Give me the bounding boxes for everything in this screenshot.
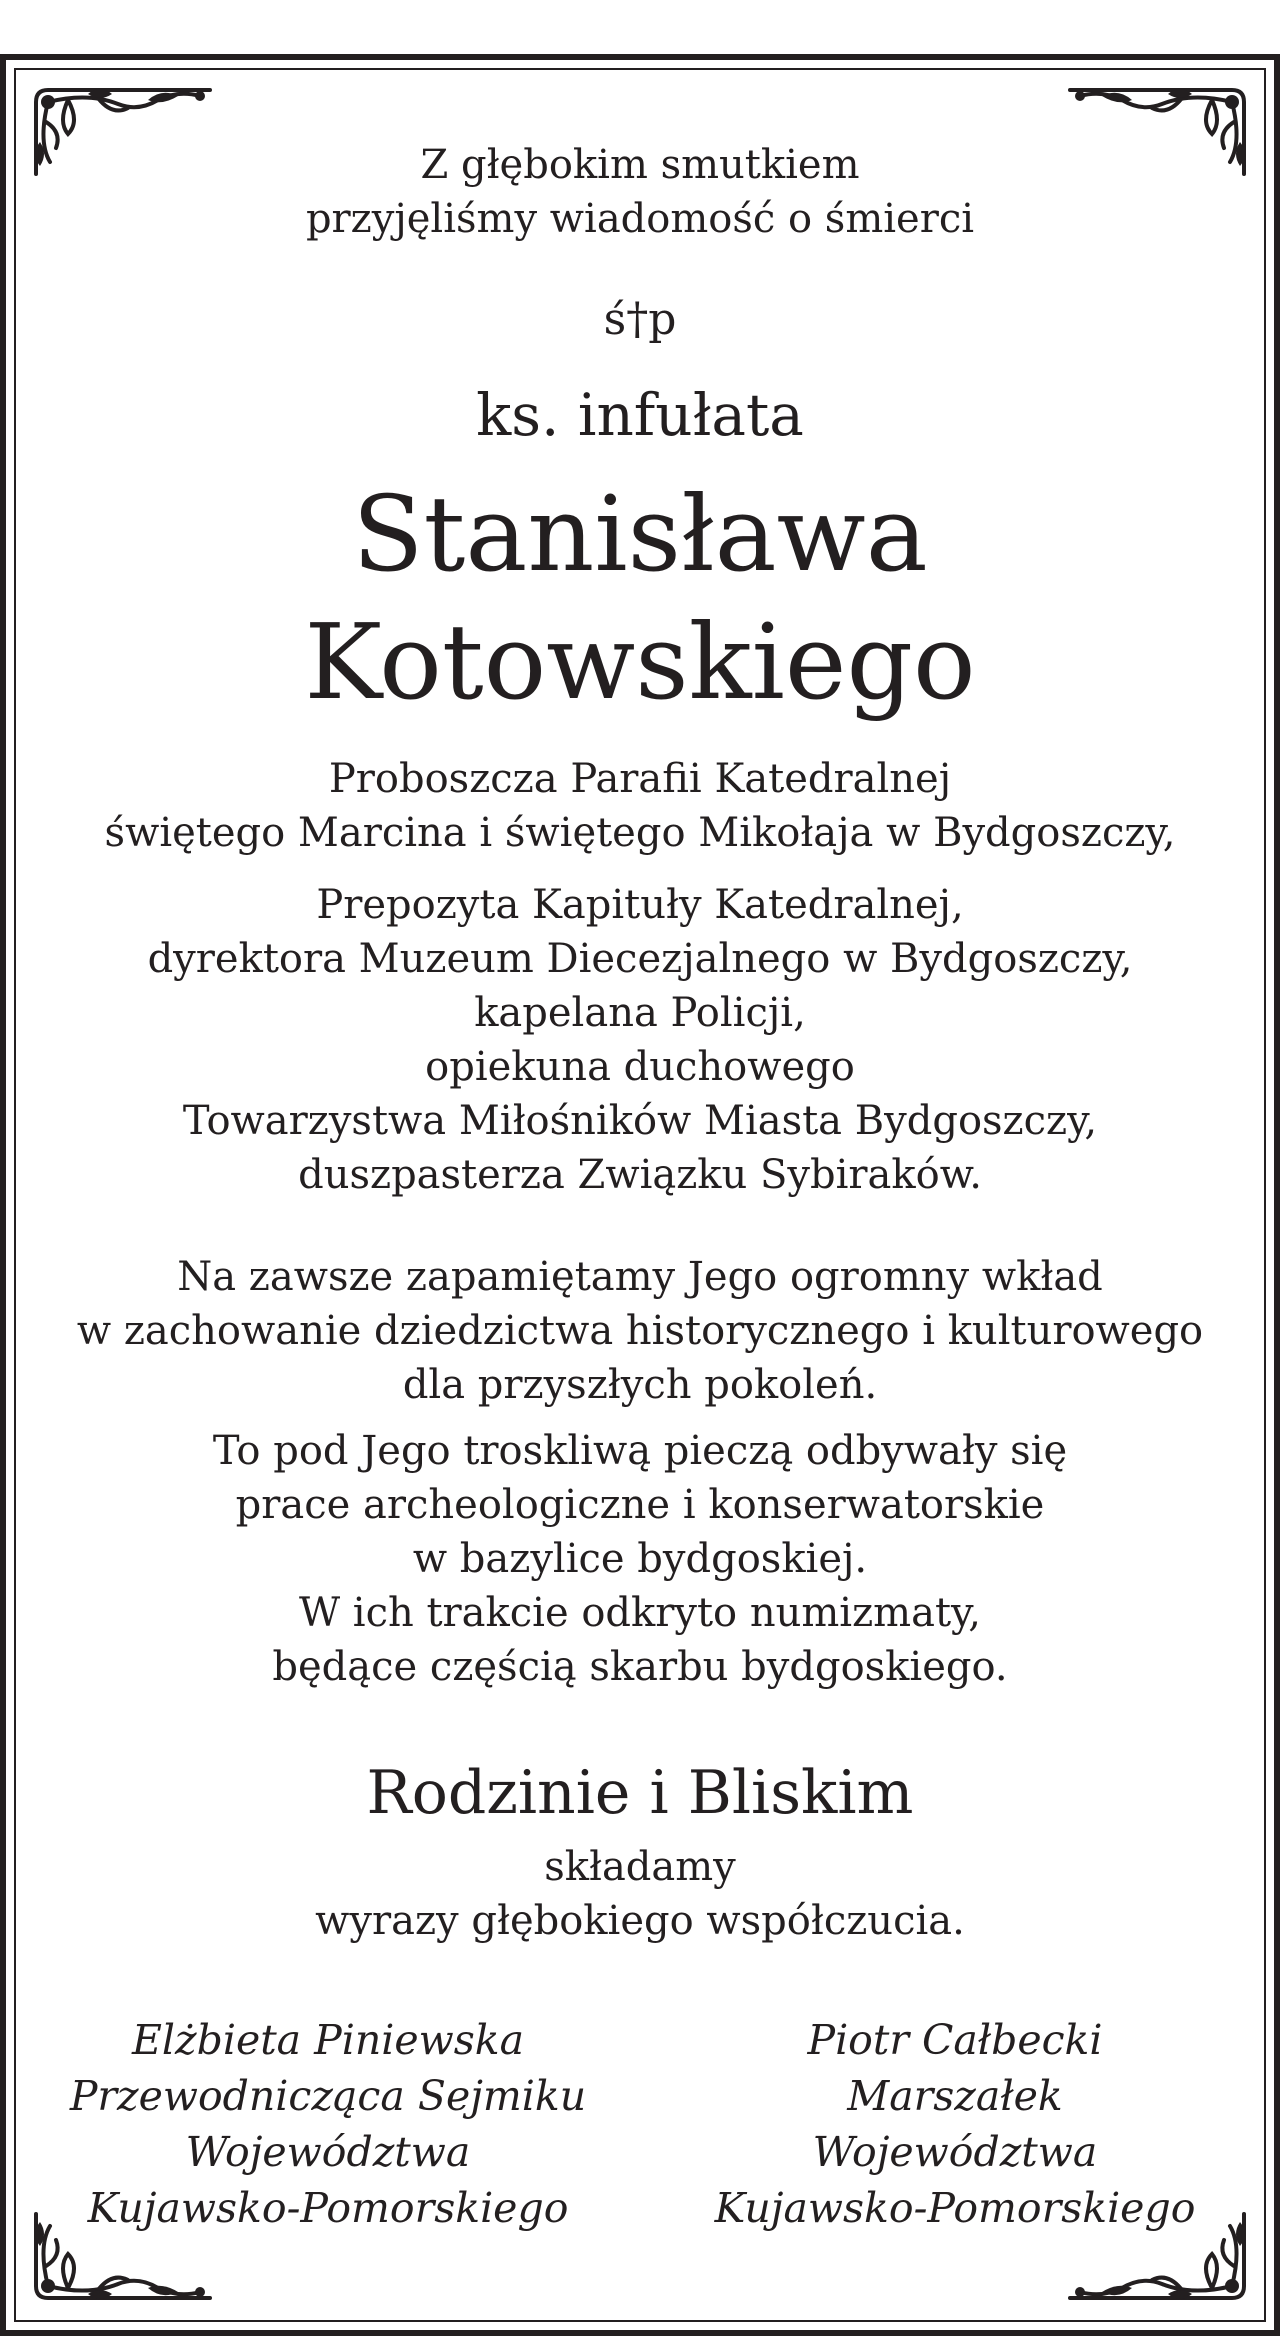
condolence-heading: Rodzinie i Bliskim bbox=[366, 1758, 914, 1828]
intro-text bbox=[20, 138, 1260, 246]
condolence-text bbox=[20, 1840, 1260, 1948]
role-line: świętego Marcina i świętego Mikołaja w Bydgoszczy, bbox=[104, 810, 1176, 856]
memory-line: w bazylice bydgoskiej. bbox=[412, 1536, 868, 1582]
role-line: Prepozyta Kapituły Katedralnej, bbox=[316, 882, 964, 928]
role-line: Proboszcza Parafii Katedralnej bbox=[328, 756, 952, 802]
memory-line: prace archeologiczne i konserwatorskie bbox=[235, 1482, 1045, 1528]
signature-title: Kujawsko-Pomorskiego bbox=[87, 2184, 569, 2232]
memory-paragraph-2 bbox=[20, 1424, 1260, 1694]
memory-line: w zachowanie dziedzictwa historycznego i kulturowego bbox=[76, 1308, 1204, 1354]
role-line: Towarzystwa Miłośników Miasta Bydgoszczy, bbox=[182, 1098, 1098, 1144]
signature-title: Przewodnicząca Sejmiku bbox=[69, 2072, 587, 2120]
signature-title: Województwa bbox=[185, 2128, 471, 2176]
memory-paragraph-1 bbox=[20, 1250, 1260, 1412]
signature-name: Elżbieta Piniewska bbox=[131, 2016, 525, 2064]
roles-block-2 bbox=[20, 878, 1260, 1202]
memory-line: To pod Jego troskliwą pieczą odbywały się bbox=[212, 1428, 1068, 1474]
memory-line: dla przyszłych pokoleń. bbox=[402, 1362, 878, 1408]
signature-title: Kujawsko-Pomorskiego bbox=[714, 2184, 1196, 2232]
role-line: dyrektora Muzeum Diecezjalnego w Bydgoszczy, bbox=[147, 936, 1133, 982]
deceased-name bbox=[20, 470, 1260, 726]
last-name: Kotowskiego bbox=[304, 601, 976, 723]
signature-title: Marszałek bbox=[847, 2072, 1063, 2120]
role-line: kapelana Policji, bbox=[474, 990, 806, 1036]
roles-block-1 bbox=[20, 752, 1260, 860]
clergy-title: ks. infułata bbox=[476, 381, 804, 449]
memory-line: Na zawsze zapamiętamy Jego ogromny wkład bbox=[177, 1254, 1103, 1300]
stp-mark: ś†p bbox=[603, 294, 677, 345]
first-name: Stanisława bbox=[352, 473, 928, 595]
signature-left bbox=[28, 2012, 628, 2236]
signature-title: Województwa bbox=[812, 2128, 1098, 2176]
role-line: opiekuna duchowego bbox=[425, 1044, 855, 1090]
memory-line: W ich trakcie odkryto numizmaty, bbox=[298, 1590, 982, 1636]
signature-right bbox=[655, 2012, 1255, 2236]
signature-name: Piotr Całbecki bbox=[807, 2016, 1103, 2064]
condolence-line: składamy bbox=[544, 1844, 736, 1890]
intro-line: przyjęliśmy wiadomość o śmierci bbox=[305, 196, 975, 242]
memory-line: będące częścią skarbu bydgoskiego. bbox=[272, 1644, 1008, 1690]
condolence-line: wyrazy głębokiego współczucia. bbox=[315, 1898, 965, 1944]
role-line: duszpasterza Związku Sybiraków. bbox=[298, 1152, 982, 1198]
intro-line: Z głębokim smutkiem bbox=[420, 142, 860, 188]
